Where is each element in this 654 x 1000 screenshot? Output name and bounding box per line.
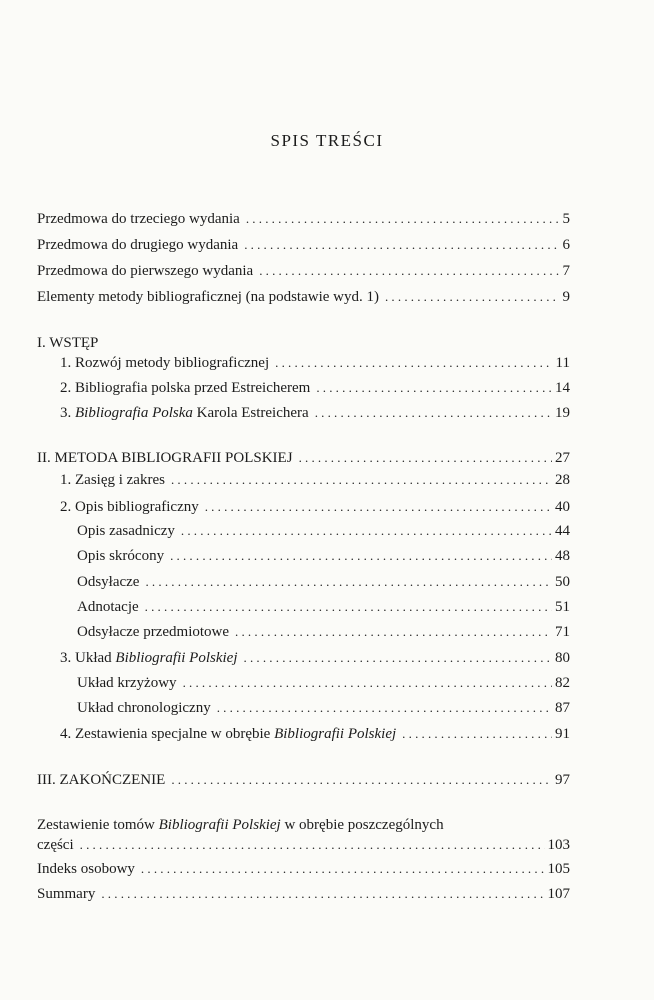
- toc-entry-opis-bibliograficzny[interactable]: [60, 497, 570, 517]
- dot-leader: [275, 353, 552, 373]
- toc-entry-opis-skrocony[interactable]: [77, 546, 570, 566]
- toc-entry-title: Przedmowa do trzeciego wydania: [37, 211, 240, 227]
- section-heading-wstep[interactable]: I. WSTĘP: [37, 335, 99, 351]
- toc-page-number: 5: [562, 211, 570, 227]
- toc-entry-elementy[interactable]: [37, 287, 570, 307]
- dot-leader: [316, 378, 552, 398]
- dot-leader: [141, 859, 545, 879]
- toc-entry-odsylacze[interactable]: [77, 572, 570, 592]
- toc-entry-przedmowa-3[interactable]: [37, 209, 570, 229]
- toc-entry-title: Indeks osobowy: [37, 861, 135, 877]
- toc-entry-zestawienie-tomow[interactable]: [37, 835, 570, 855]
- toc-entry-title: Układ chronologiczny: [77, 700, 211, 716]
- dot-leader: [183, 673, 552, 693]
- toc-entry-title: Odsyłacze: [77, 574, 140, 590]
- toc-page-number: 11: [555, 355, 570, 371]
- toc-entry-title: 3. Bibliografia Polska Karola Estreichera: [60, 405, 309, 421]
- toc-entry-title: 2. Bibliografia polska przed Estreicherem: [60, 380, 311, 396]
- dot-leader: [145, 572, 552, 592]
- dot-leader: [246, 209, 560, 229]
- toc-entry-indeks-osobowy[interactable]: [37, 859, 570, 879]
- dot-leader: [205, 497, 552, 517]
- toc-entry-title: Przedmowa do drugiego wydania: [37, 237, 239, 253]
- toc-page-number: 82: [555, 675, 570, 691]
- section-heading-metoda: II. METODA BIBLIOGRAFII POLSKIEJ: [37, 450, 293, 466]
- toc-entry-title: części: [37, 837, 74, 853]
- section-heading-zakonczenie: III. ZAKOŃCZENIE: [37, 772, 166, 788]
- toc-page-number: 97: [555, 772, 570, 788]
- toc-entry-title: 4. Zestawienia specjalne w obrębie Bibliografii Polskiej: [60, 726, 397, 742]
- toc-entry-title: 3. Układ Bibliografii Polskiej: [60, 650, 238, 666]
- toc-entry-title: Przedmowa do pierwszego wydania: [37, 263, 254, 279]
- toc-entry-zasieg[interactable]: [60, 470, 570, 490]
- toc-page-number: 40: [555, 499, 570, 515]
- toc-entry-title: Opis skrócony: [77, 548, 165, 564]
- toc-page-number: 19: [555, 405, 570, 421]
- toc-entry-rozwoj[interactable]: [60, 353, 570, 373]
- toc-page-number: 103: [547, 837, 570, 853]
- dot-leader: [402, 724, 552, 744]
- toc-entry-title: Układ krzyżowy: [77, 675, 177, 691]
- toc-page-number: 28: [555, 472, 570, 488]
- dot-leader: [145, 597, 552, 617]
- dot-leader: [315, 403, 552, 423]
- toc-entry-metoda-heading[interactable]: [37, 448, 570, 468]
- dot-leader: [170, 546, 552, 566]
- toc-page-number: 44: [555, 523, 570, 539]
- dot-leader: [299, 448, 552, 468]
- toc-entry-title: 1. Zasięg i zakres: [60, 472, 165, 488]
- toc-page-number: 50: [555, 574, 570, 590]
- dot-leader: [181, 521, 552, 541]
- toc-entry-przedmowa-1[interactable]: [37, 261, 570, 281]
- dot-leader: [244, 648, 553, 668]
- dot-leader: [235, 622, 552, 642]
- dot-leader: [171, 770, 552, 790]
- toc-entry-title: Summary: [37, 886, 96, 902]
- toc-page-number: 14: [555, 380, 570, 396]
- toc-entry-zestawienia-specjalne[interactable]: [60, 724, 570, 744]
- toc-page-number: 91: [555, 726, 570, 742]
- toc-entry-bibliografia-estreichera[interactable]: [60, 403, 570, 423]
- dot-leader: [385, 287, 560, 307]
- toc-entry-title: Adnotacje: [77, 599, 139, 615]
- toc-entry-title: Odsyłacze przedmiotowe: [77, 624, 230, 640]
- toc-entry-title: Elementy metody bibliograficznej (na podstawie wyd. 1): [37, 289, 379, 305]
- dot-leader: [217, 698, 552, 718]
- toc-page-number: 87: [555, 700, 570, 716]
- toc-entry-uklad-bibliografii[interactable]: [60, 648, 570, 668]
- toc-entry-title: 2. Opis bibliograficzny: [60, 499, 199, 515]
- toc-entry-opis-zasadniczy[interactable]: [77, 521, 570, 541]
- toc-entry-title: 1. Rozwój metody bibliograficznej: [60, 355, 270, 371]
- dot-leader: [244, 235, 559, 255]
- toc-entry-uklad-krzyzowy[interactable]: [77, 673, 570, 693]
- toc-entry-bibliografia-polska-przed[interactable]: [60, 378, 570, 398]
- toc-page-number: 27: [555, 450, 570, 466]
- toc-page-number: 7: [562, 263, 570, 279]
- toc-page-number: 48: [555, 548, 570, 564]
- toc-entry-przedmowa-2[interactable]: [37, 235, 570, 255]
- toc-page-number: 71: [555, 624, 570, 640]
- toc-entry-zestawienie-tomow-line1[interactable]: Zestawienie tomów Bibliografii Polskiej w obrębie poszczególnych: [37, 817, 444, 833]
- toc-entry-summary[interactable]: [37, 884, 570, 904]
- dot-leader: [171, 470, 552, 490]
- toc-page-number: 107: [547, 886, 570, 902]
- toc-entry-title: Opis zasadniczy: [77, 523, 175, 539]
- dot-leader: [101, 884, 544, 904]
- toc-entry-uklad-chronologiczny[interactable]: [77, 698, 570, 718]
- toc-page-number: 6: [562, 237, 570, 253]
- toc-page-number: 105: [547, 861, 570, 877]
- toc-entry-zakonczenie[interactable]: [37, 770, 570, 790]
- toc-page-number: 9: [562, 289, 570, 305]
- toc-page-number: 80: [555, 650, 570, 666]
- toc-entry-odsylacze-przedmiotowe[interactable]: [77, 622, 570, 642]
- toc-page-number: 51: [555, 599, 570, 615]
- dot-leader: [259, 261, 559, 281]
- toc-entry-adnotacje[interactable]: [77, 597, 570, 617]
- page-title: SPIS TREŚCI: [270, 131, 384, 150]
- dot-leader: [80, 835, 545, 855]
